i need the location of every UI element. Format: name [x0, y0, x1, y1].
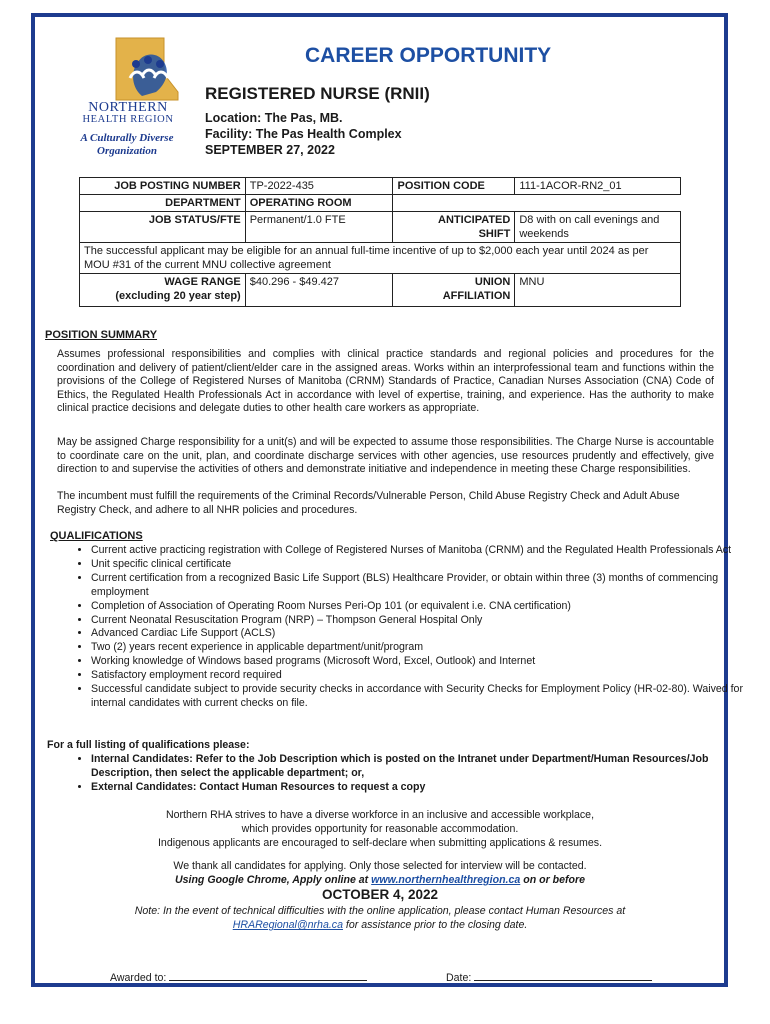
- summary-paragraph-1: Assumes professional responsibilities and complies with clinical practice standards and regional policies and procedures for the coordination and delivery of patient/client/elder care in the assigned areas. Works within an interprofessional team and functions within the provisions of the College of Registered Nurses of Manitoba (CRNM) Standards of Practice, Canadian Nurses Association (CNA) Code of Ethics, the Regulated Health Professionals Act in accordance with level of expertise, training, and experience. Has the authority to make clinical practice decisions and delegate duties to other health care workers as appropriate.: [57, 348, 714, 415]
- job-status-value: Permanent/1.0 FTE: [245, 212, 393, 243]
- anticipated-label-line1: ANTICIPATED: [438, 214, 511, 226]
- anticipated-label-line2: SHIFT: [478, 228, 511, 240]
- diversity-line-1: Northern RHA strives to have a diverse workforce in an inclusive and accessible workplace,: [165, 809, 595, 821]
- job-status-label: JOB STATUS/FTE: [80, 212, 246, 243]
- list-item: • Internal Candidates: Refer to the Job Description which is posted on the Intranet under Department/Human Resources/Job Description, then select the applicable department; or,: [91, 753, 763, 781]
- organization-name: [72, 102, 184, 126]
- hr-email-link[interactable]: HRARegional@nrha.ca: [232, 919, 343, 931]
- date-label: Date:: [446, 972, 472, 984]
- list-item: • Current Neonatal Resuscitation Program (NRP) – Thompson General Hospital Only: [91, 614, 763, 628]
- position-code-value: 111-1ACOR-RN2_01: [515, 178, 681, 195]
- technical-note-contact: [40, 918, 720, 932]
- union-value: MNU: [515, 274, 681, 307]
- union-label-line2: AFFILIATION: [442, 290, 511, 302]
- job-facility: Facility: The Pas Health Complex: [205, 127, 402, 141]
- job-title: REGISTERED NURSE (RNII): [205, 84, 430, 103]
- list-item: • Completion of Association of Operating Room Nurses Peri-Op 101 (or equivalent i.e. CNA certification): [91, 600, 763, 614]
- organization-name-line2: HEALTH REGION: [82, 114, 174, 125]
- apply-url-link[interactable]: www.northernhealthregion.ca: [371, 874, 521, 886]
- full-listing-list: [47, 753, 763, 795]
- summary-paragraph-2: May be assigned Charge responsibility for a unit(s) and will be expected to assume those responsibilities. The Charge Nurse is accountable to coordinate care on the unit, plan, and coordinate discharge services with other agencies, use resources prudently and effectively, give direction to and supervise the activities of others and demonstrate initiative and independence in meeting these Charge responsibilities.: [57, 436, 714, 476]
- date-field: [446, 970, 652, 984]
- apply-instruction: [40, 873, 720, 887]
- list-item: • Current certification from a recognized Basic Life Support (BLS) Healthcare Provider, or obtain within three (3) months of commencing employment: [91, 572, 763, 600]
- diversity-line-2: which provides opportunity for reasonable accommodation.: [241, 823, 519, 835]
- union-label: [393, 274, 515, 307]
- wage-range-value: $40.296 - $49.427: [245, 274, 393, 307]
- list-item: • Unit specific clinical certificate: [91, 558, 763, 572]
- list-item: • Two (2) years recent experience in applicable department/unit/program: [91, 641, 763, 655]
- career-opportunity-banner: CAREER OPPORTUNITY: [305, 44, 552, 67]
- summary-paragraph-3: The incumbent must fulfill the requirements of the Criminal Records/Vulnerable Person, Child Abuse Registry Check and Adult Abuse Registry Check, and adhere to all NHR policies and procedures.: [57, 490, 680, 516]
- organization-tagline: A Culturally Diverse Organization: [80, 132, 174, 157]
- anticipated-shift-value: D8 with on call evenings and weekends: [515, 212, 681, 243]
- wage-label-line1: WAGE RANGE: [164, 276, 241, 288]
- position-summary-heading: POSITION SUMMARY: [45, 329, 158, 341]
- union-label-line1: UNION: [474, 276, 511, 288]
- qualifications-heading: QUALIFICATIONS: [50, 530, 143, 542]
- department-label: DEPARTMENT: [80, 195, 246, 212]
- list-item: • External Candidates: Contact Human Resources to request a copy: [91, 781, 763, 795]
- list-item: • Successful candidate subject to provide security checks in accordance with Security Checks for Employment Policy (HR-02-80). Waived for internal candidates with current checks on file.: [91, 683, 763, 711]
- technical-note: Note: In the event of technical difficulties with the online application, please contact Human Resources at: [134, 905, 626, 917]
- qualifications-list: [47, 544, 763, 711]
- thanks-statement: We thank all candidates for applying. Only those selected for interview will be contacted.: [173, 860, 587, 872]
- list-item: • Working knowledge of Windows based programs (Microsoft Word, Excel, Outlook) and Internet: [91, 655, 763, 669]
- job-posting-label: JOB POSTING NUMBER: [80, 178, 246, 195]
- apply-prefix: Using Google Chrome, Apply online at: [174, 874, 372, 886]
- date-line[interactable]: [474, 970, 652, 981]
- list-item: • Satisfactory employment record required: [91, 669, 763, 683]
- full-listing-heading: For a full listing of qualifications please:: [47, 739, 250, 751]
- job-location: Location: The Pas, MB.: [205, 111, 343, 125]
- diversity-line-3: Indigenous applicants are encouraged to self-declare when submitting applications & resumes.: [157, 837, 603, 849]
- list-item: • Current active practicing registration with College of Registered Nurses of Manitoba (CRNM) and the Regulated Health Professionals Act: [91, 544, 763, 558]
- incentive-note: The successful applicant may be eligible for an annual full-time incentive of up to $2,000 each year until 2024 as per MOU #31 of the current MNU collective agreement: [80, 243, 681, 274]
- technical-note-suffix: for assistance prior to the closing date.: [342, 919, 528, 931]
- awarded-to-line[interactable]: [169, 970, 367, 981]
- awarded-to-field: [110, 970, 367, 984]
- posting-date: SEPTEMBER 27, 2022: [205, 143, 335, 157]
- job-info-table: [79, 177, 681, 307]
- list-item: • Advanced Cardiac Life Support (ACLS): [91, 627, 763, 641]
- department-value: OPERATING ROOM: [245, 195, 393, 212]
- position-code-label: POSITION CODE: [393, 178, 515, 195]
- anticipated-shift-label: [393, 212, 515, 243]
- job-posting-value: TP-2022-435: [245, 178, 393, 195]
- organization-name-line1: NORTHERN: [88, 100, 168, 115]
- closing-date: OCTOBER 4, 2022: [321, 887, 439, 902]
- wage-range-label: [80, 274, 246, 307]
- wage-label-line2: (excluding 20 year step): [115, 290, 241, 302]
- apply-suffix: on or before: [520, 874, 586, 886]
- awarded-to-label: Awarded to:: [110, 972, 167, 984]
